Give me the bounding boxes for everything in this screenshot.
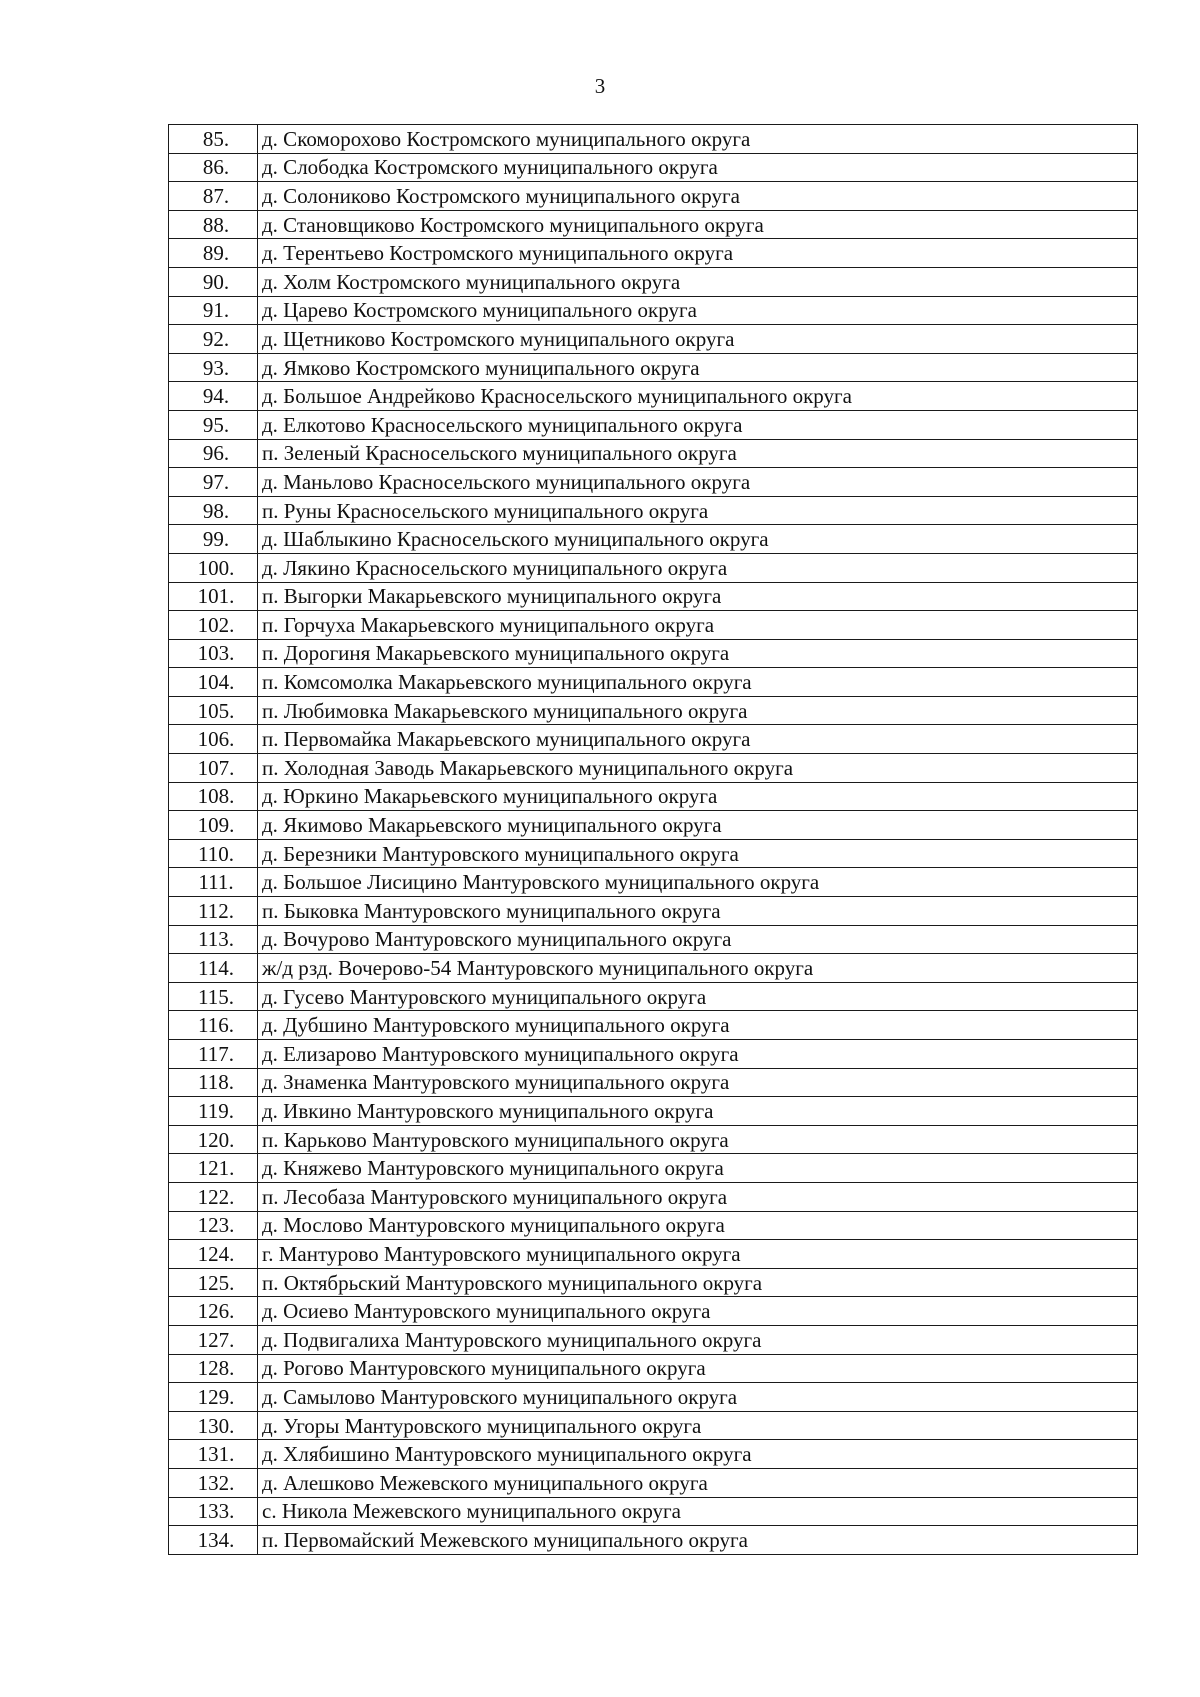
table-row (169, 1097, 1138, 1126)
row-number: 125. (169, 1268, 258, 1297)
table-row (169, 496, 1138, 525)
settlement-name: д. Мослово Мантуровского муниципального округа (258, 1211, 1138, 1240)
settlement-name: п. Дорогиня Макарьевского муниципального округа (258, 639, 1138, 668)
table-row (169, 639, 1138, 668)
table-row (169, 1297, 1138, 1326)
table-row (169, 1011, 1138, 1040)
row-number: 99. (169, 525, 258, 554)
row-number: 113. (169, 925, 258, 954)
table-row (169, 410, 1138, 439)
settlement-name: п. Горчуха Макарьевского муниципального округа (258, 611, 1138, 640)
table-row (169, 382, 1138, 411)
table-row (169, 811, 1138, 840)
row-number: 85. (169, 125, 258, 154)
table-row (169, 210, 1138, 239)
table-row (169, 611, 1138, 640)
table-row (169, 582, 1138, 611)
row-number: 111. (169, 868, 258, 897)
settlement-name: д. Осиево Мантуровского муниципального округа (258, 1297, 1138, 1326)
settlement-name: д. Юркино Макарьевского муниципального округа (258, 782, 1138, 811)
settlement-name: п. Первомайский Межевского муниципального округа (258, 1526, 1138, 1555)
table-row (169, 1040, 1138, 1069)
row-number: 91. (169, 296, 258, 325)
settlement-name: д. Самылово Мантуровского муниципального округа (258, 1383, 1138, 1412)
settlement-name: п. Первомайка Макарьевского муниципального округа (258, 725, 1138, 754)
settlement-name: д. Терентьево Костромского муниципального округа (258, 239, 1138, 268)
table-row (169, 839, 1138, 868)
settlement-name: г. Мантурово Мантуровского муниципального округа (258, 1240, 1138, 1269)
table-row (169, 239, 1138, 268)
table-row (169, 897, 1138, 926)
settlement-name: п. Холодная Заводь Макарьевского муниципального округа (258, 754, 1138, 783)
table-row (169, 925, 1138, 954)
table-row (169, 725, 1138, 754)
settlement-name: с. Никола Межевского муниципального округа (258, 1497, 1138, 1526)
row-number: 132. (169, 1468, 258, 1497)
row-number: 108. (169, 782, 258, 811)
row-number: 130. (169, 1411, 258, 1440)
settlement-name: д. Царево Костромского муниципального округа (258, 296, 1138, 325)
table-row (169, 1526, 1138, 1555)
table-row (169, 1154, 1138, 1183)
settlement-name: п. Выгорки Макарьевского муниципального округа (258, 582, 1138, 611)
table-row (169, 1325, 1138, 1354)
row-number: 88. (169, 210, 258, 239)
row-number: 119. (169, 1097, 258, 1126)
table-row (169, 982, 1138, 1011)
settlements-table-body (169, 125, 1138, 1555)
settlement-name: д. Солониково Костромского муниципального округа (258, 182, 1138, 211)
table-row (169, 1182, 1138, 1211)
table-row (169, 1497, 1138, 1526)
settlement-name: п. Комсомолка Макарьевского муниципального округа (258, 668, 1138, 697)
row-number: 121. (169, 1154, 258, 1183)
row-number: 123. (169, 1211, 258, 1240)
row-number: 133. (169, 1497, 258, 1526)
settlement-name: д. Якимово Макарьевского муниципального округа (258, 811, 1138, 840)
table-row (169, 1411, 1138, 1440)
settlement-name: д. Угоры Мантуровского муниципального округа (258, 1411, 1138, 1440)
settlement-name: д. Княжево Мантуровского муниципального округа (258, 1154, 1138, 1183)
row-number: 96. (169, 439, 258, 468)
row-number: 89. (169, 239, 258, 268)
row-number: 134. (169, 1526, 258, 1555)
row-number: 103. (169, 639, 258, 668)
table-row (169, 125, 1138, 154)
row-number: 124. (169, 1240, 258, 1269)
table-row (169, 1383, 1138, 1412)
row-number: 101. (169, 582, 258, 611)
settlement-name: д. Шаблыкино Красносельского муниципального округа (258, 525, 1138, 554)
settlement-name: д. Знаменка Мантуровского муниципального округа (258, 1068, 1138, 1097)
settlement-name: д. Слободка Костромского муниципального округа (258, 153, 1138, 182)
row-number: 128. (169, 1354, 258, 1383)
settlement-name: п. Октябрьский Мантуровского муниципального округа (258, 1268, 1138, 1297)
settlement-name: д. Большое Андрейково Красносельского муниципального округа (258, 382, 1138, 411)
table-row (169, 439, 1138, 468)
table-row (169, 182, 1138, 211)
row-number: 112. (169, 897, 258, 926)
row-number: 104. (169, 668, 258, 697)
row-number: 105. (169, 696, 258, 725)
table-row (169, 353, 1138, 382)
settlement-name: д. Елизарово Мантуровского муниципального округа (258, 1040, 1138, 1069)
table-row (169, 1468, 1138, 1497)
row-number: 102. (169, 611, 258, 640)
table-row (169, 1240, 1138, 1269)
settlement-name: п. Руны Красносельского муниципального округа (258, 496, 1138, 525)
table-row (169, 525, 1138, 554)
settlement-name: п. Лесобаза Мантуровского муниципального округа (258, 1182, 1138, 1211)
table-row (169, 1068, 1138, 1097)
row-number: 87. (169, 182, 258, 211)
row-number: 86. (169, 153, 258, 182)
row-number: 93. (169, 353, 258, 382)
settlement-name: д. Щетниково Костромского муниципального округа (258, 325, 1138, 354)
table-row (169, 325, 1138, 354)
page-number: 3 (594, 74, 606, 98)
row-number: 118. (169, 1068, 258, 1097)
settlement-name: д. Большое Лисицино Мантуровского муниципального округа (258, 868, 1138, 897)
settlement-name: д. Маньлово Красносельского муниципального округа (258, 468, 1138, 497)
table-row (169, 153, 1138, 182)
settlement-name: д. Ивкино Мантуровского муниципального округа (258, 1097, 1138, 1126)
settlement-name: д. Рогово Мантуровского муниципального округа (258, 1354, 1138, 1383)
settlement-name: д. Хлябишино Мантуровского муниципального округа (258, 1440, 1138, 1469)
table-row (169, 1440, 1138, 1469)
table-row (169, 782, 1138, 811)
table-row (169, 696, 1138, 725)
row-number: 110. (169, 839, 258, 868)
table-row (169, 668, 1138, 697)
settlement-name: д. Гусево Мантуровского муниципального округа (258, 982, 1138, 1011)
row-number: 131. (169, 1440, 258, 1469)
table-row (169, 954, 1138, 983)
table-row (169, 1125, 1138, 1154)
settlement-name: д. Лякино Красносельского муниципального округа (258, 553, 1138, 582)
row-number: 120. (169, 1125, 258, 1154)
row-number: 90. (169, 267, 258, 296)
settlement-name: д. Елкотово Красносельского муниципального округа (258, 410, 1138, 439)
settlement-name: д. Скоморохово Костромского муниципального округа (258, 125, 1138, 154)
row-number: 106. (169, 725, 258, 754)
row-number: 92. (169, 325, 258, 354)
row-number: 107. (169, 754, 258, 783)
settlement-name: п. Зеленый Красносельского муниципального округа (258, 439, 1138, 468)
row-number: 116. (169, 1011, 258, 1040)
row-number: 127. (169, 1325, 258, 1354)
row-number: 100. (169, 553, 258, 582)
table-row (169, 296, 1138, 325)
settlement-name: д. Ямково Костромского муниципального округа (258, 353, 1138, 382)
settlement-name: ж/д рзд. Вочерово-54 Мантуровского муниципального округа (258, 954, 1138, 983)
table-row (169, 468, 1138, 497)
row-number: 115. (169, 982, 258, 1011)
row-number: 94. (169, 382, 258, 411)
settlement-name: п. Карьково Мантуровского муниципального округа (258, 1125, 1138, 1154)
row-number: 97. (169, 468, 258, 497)
row-number: 114. (169, 954, 258, 983)
table-row (169, 1354, 1138, 1383)
table-row (169, 267, 1138, 296)
table-row (169, 553, 1138, 582)
row-number: 129. (169, 1383, 258, 1412)
settlements-table (168, 124, 1138, 1555)
table-row (169, 1268, 1138, 1297)
row-number: 126. (169, 1297, 258, 1326)
settlement-name: д. Подвигалиха Мантуровского муниципального округа (258, 1325, 1138, 1354)
settlement-name: д. Алешково Межевского муниципального округа (258, 1468, 1138, 1497)
settlement-name: д. Холм Костромского муниципального округа (258, 267, 1138, 296)
table-row (169, 868, 1138, 897)
table-row (169, 1211, 1138, 1240)
settlement-name: д. Становщиково Костромского муниципального округа (258, 210, 1138, 239)
settlement-name: д. Березники Мантуровского муниципального округа (258, 839, 1138, 868)
settlement-name: д. Вочурово Мантуровского муниципального округа (258, 925, 1138, 954)
table-row (169, 754, 1138, 783)
settlement-name: д. Дубшино Мантуровского муниципального округа (258, 1011, 1138, 1040)
row-number: 98. (169, 496, 258, 525)
row-number: 109. (169, 811, 258, 840)
row-number: 95. (169, 410, 258, 439)
row-number: 117. (169, 1040, 258, 1069)
settlement-name: п. Быковка Мантуровского муниципального округа (258, 897, 1138, 926)
row-number: 122. (169, 1182, 258, 1211)
settlement-name: п. Любимовка Макарьевского муниципального округа (258, 696, 1138, 725)
